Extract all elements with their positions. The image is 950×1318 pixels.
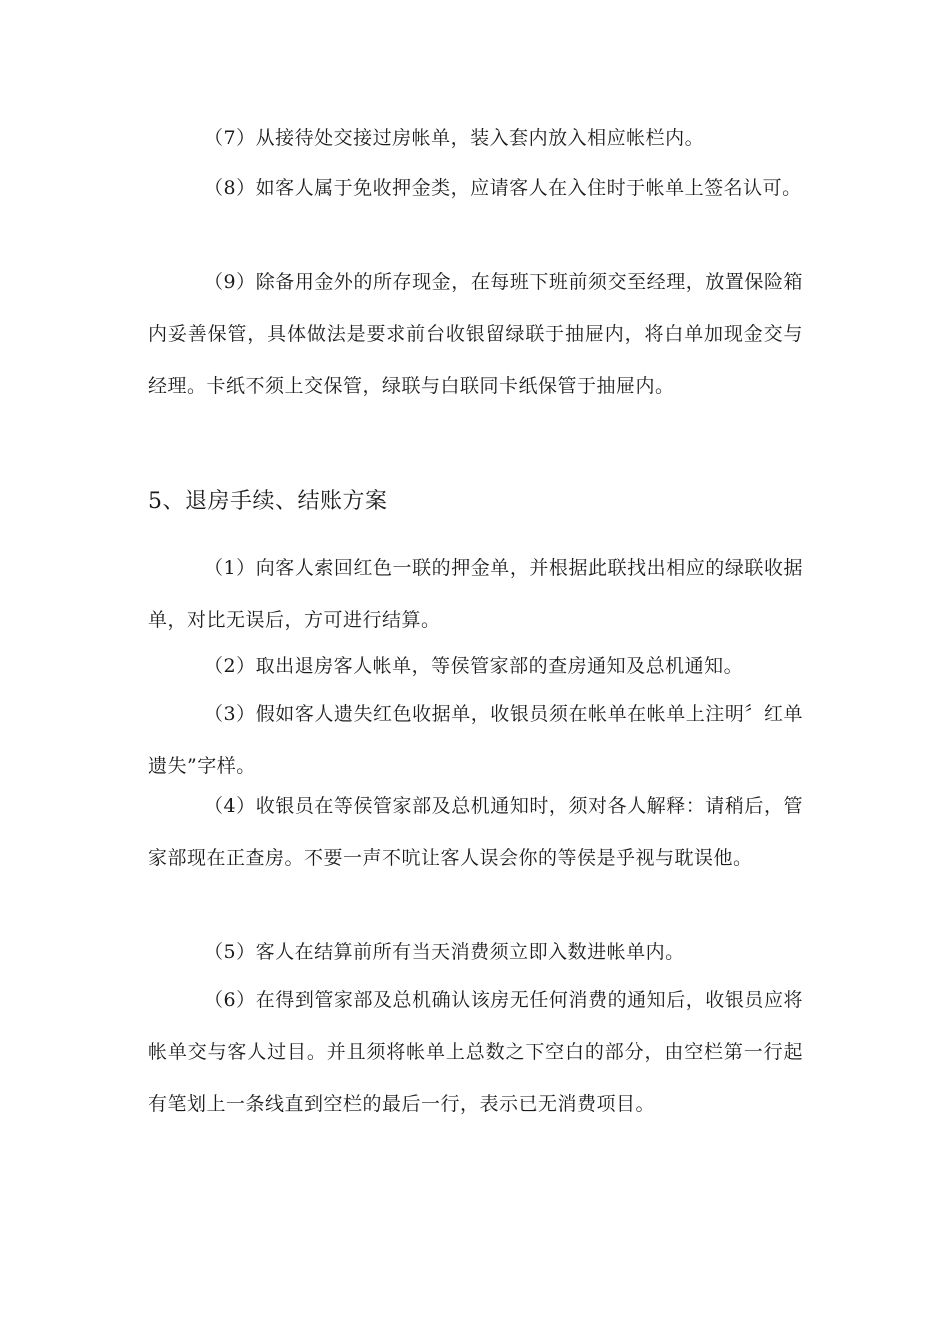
- paragraph-item-8: （8）如客人属于免收押金类，应请客人在入住时于帐单上签名认可。: [204, 177, 802, 199]
- paragraph-item-9: （9）除备用金外的所存现金，在每班下班前须交至经理，放置保险箱内妥善保管，具体做法是要求前台收银留绿联于抽屉内，将白单加现金交与经理。卡纸不须上交保管，绿联与白联同卡纸保管于抽屉内。: [148, 271, 803, 397]
- paragraph-item-3: （3）假如客人遗失红色收据单，收银员须在帐单在帐单上注明〞红单遗失”字样。: [148, 703, 803, 777]
- paragraph-item-7: （7）从接待处交接过房帐单，装入套内放入相应帐栏内。: [204, 127, 705, 149]
- paragraph-item-5: （5）客人在结算前所有当天消费须立即入数进帐单内。: [204, 941, 685, 963]
- paragraph-item-1: （1）向客人索回红色一联的押金单，并根据此联找出相应的绿联收据单，对比无误后，方可进行结算。: [148, 557, 803, 631]
- paragraph-item-6: （6）在得到管家部及总机确认该房无任何消费的通知后，收银员应将帐单交与客人过目。并且须将帐单上总数之下空白的部分，由空栏第一行起有笔划上一条线直到空栏的最后一行，表示已无消费项目。: [148, 989, 803, 1115]
- section-heading: 5、退房手续、结账方案: [148, 489, 388, 514]
- paragraph-item-2: （2）取出退房客人帐单，等侯管家部的查房通知及总机通知。: [204, 655, 744, 677]
- paragraph-item-4: （4）收银员在等侯管家部及总机通知时，须对各人解释：请稍后，管家部现在正查房。不要一声不吭让客人误会你的等侯是乎视与耽误他。: [148, 795, 803, 869]
